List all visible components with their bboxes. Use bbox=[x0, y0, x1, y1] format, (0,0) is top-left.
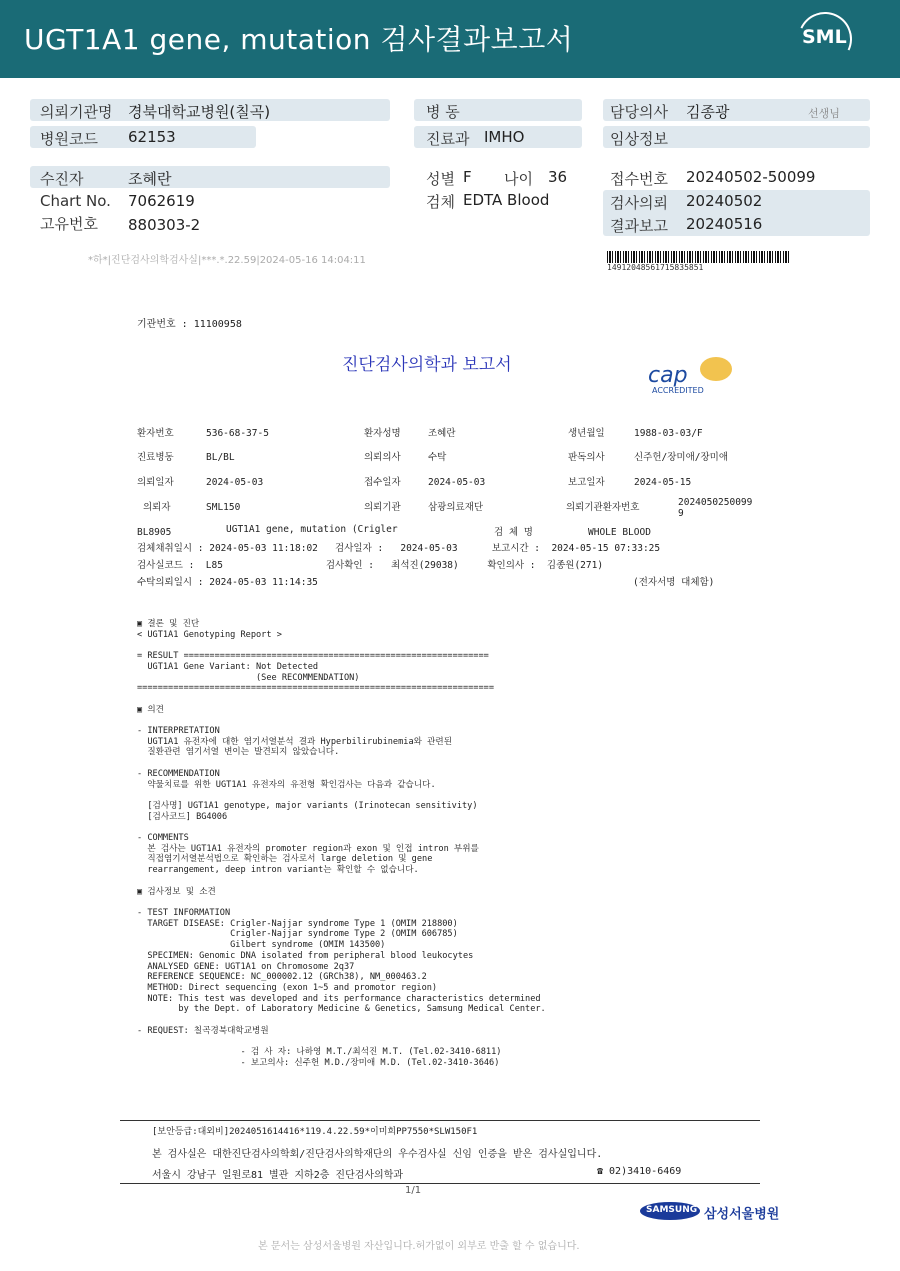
row3-l1: 의뢰일자 bbox=[137, 477, 174, 488]
receipt-label: 접수번호 bbox=[610, 170, 668, 188]
row1-v1: 536-68-37-5 bbox=[206, 428, 269, 439]
row3-v2: 2024-05-03 bbox=[428, 477, 486, 488]
access-stamp: *하*|진단검사의학검사실|***.*.22.59|2024-05-16 14:04:11 bbox=[88, 255, 366, 266]
row2-l2: 의뢰의사 bbox=[364, 452, 401, 463]
specimen-label: 검체 bbox=[426, 193, 455, 211]
meta-line-1: 검체채취일시 : 2024-05-03 11:18:02 검사일자 : 2024-05-03 보고시간 : 2024-05-15 07:33:25 bbox=[137, 543, 661, 554]
row1-l1: 환자번호 bbox=[137, 428, 174, 439]
esign-note: (전자서명 대체함) bbox=[633, 577, 715, 588]
samsung-logo bbox=[640, 1202, 700, 1220]
phone-line: ☎ 02)3410-6469 bbox=[597, 1166, 682, 1177]
row3-v1: 2024-05-03 bbox=[206, 477, 264, 488]
sex-label: 성별 bbox=[426, 170, 455, 188]
cap-subtext: ACCREDITED bbox=[652, 386, 704, 395]
cap-accredited-logo bbox=[648, 357, 740, 395]
logo-text: SML bbox=[802, 26, 847, 48]
patient-label: 수진자 bbox=[40, 170, 84, 188]
hospital-code-value: 62153 bbox=[128, 128, 176, 146]
age-value: 36 bbox=[548, 168, 568, 186]
page-number: 1/1 bbox=[405, 1185, 422, 1196]
row1-v3: 1988-03-03/F bbox=[634, 428, 703, 439]
row4-v1: SML150 bbox=[206, 502, 241, 513]
ward-label: 병 동 bbox=[426, 103, 460, 121]
row4-l2: 의뢰기관 bbox=[364, 502, 401, 513]
footer-bottom-rule bbox=[120, 1183, 760, 1184]
doctor-label: 담당의사 bbox=[610, 103, 668, 121]
security-line: [보안등급:대외비]2024051614416*119.4.22.59*이미희PP7550*SLW150F1 bbox=[152, 1127, 478, 1137]
test-code: BL8905 bbox=[137, 527, 172, 538]
id-value: 880303-2 bbox=[128, 216, 201, 234]
row2-l3: 판독의사 bbox=[568, 452, 605, 463]
row4-v2: 삼광의료재단 bbox=[428, 502, 484, 513]
institution-number: 기관번호 : 11100958 bbox=[137, 319, 242, 330]
meta-line-2: 검사실코드 : L85 검사확인 : 최석진(29038) 확인의사 : 김종원(271) bbox=[137, 560, 604, 571]
receipt-value: 20240502-50099 bbox=[686, 168, 816, 186]
request-value: 20240502 bbox=[686, 192, 763, 210]
row2-l1: 진료병동 bbox=[137, 452, 174, 463]
row2-v1: BL/BL bbox=[206, 452, 235, 463]
lab-report-title: 진단검사의학과 보고서 bbox=[342, 355, 512, 375]
row4-l1: 의뢰자 bbox=[143, 502, 171, 513]
hospital-name: 삼성서울병원 bbox=[704, 1207, 780, 1222]
row3-l2: 접수일자 bbox=[364, 477, 401, 488]
row2-v2: 수탁 bbox=[428, 452, 447, 463]
report-title: UGT1A1 gene, mutation 검사결과보고서 bbox=[24, 23, 574, 56]
clinical-label: 임상정보 bbox=[610, 130, 668, 148]
org-value: 경북대학교병원(칠곡) bbox=[128, 103, 271, 121]
id-label: 고유번호 bbox=[40, 215, 98, 233]
address-line: 서울시 강남구 일원로81 별관 지하2층 진단검사의학과 bbox=[152, 1170, 404, 1181]
cap-mark-icon bbox=[700, 357, 732, 381]
row1-l3: 생년월일 bbox=[568, 428, 605, 439]
report-header bbox=[0, 0, 900, 78]
barcode-icon bbox=[607, 251, 790, 263]
cap-text: cap bbox=[648, 363, 688, 388]
doctor-suffix: 선생님 bbox=[808, 107, 840, 120]
report-body: ▣ 결론 및 진단 < UGT1A1 Genotyping Report > = RESULT =========================================================== UGT1A1 Gene Variant: Not Detected (See RECOMMENDATION) ===================================================================== ▣ 의견 - INTERPRETATION UGT1A1 유전자에 대한 염기서열분석 결과 Hyperbilirubinemia와 관련된 질환관련 염기서열 변이는 발견되지 않았습니다. - RECOMMENDATION 약물치료를 위한 UGT1A1 유전자의 유전형 확인검사는 다음과 같습니다. [검사명] UGT1A1 genotype, major variants (Irinotecan sensitivity) [검사코드] BG4006 - COMMENTS 본 검사는 UGT1A1 유전자의 promoter region과 exon 및 인접 intron 부위를 직접염기서열분석법으로 확인하는 검사로서 large deletion 및 gene rearrangement, deep intron variant는 확인할 수 없습니다. ▣ 검사정보 및 소견 - TEST INFORMATION TARGET DISEASE: Crigler-Najjar syndrome Type 1 (OMIM 218800) Crigler-Najjar syndrome Type 2 (OMIM 606785) Gilbert syndrome (OMIM 143500) SPECIMEN: Genomic DNA isolated from peripheral blood leukocytes ANALYSED GENE: UGT1A1 on Chromosome 2q37 REFERENCE SEQUENCE: NC_000002.12 (GRCh38), NM_000463.2 METHOD: Direct sequencing (exon 1~5 and promotor region) NOTE: This test was developed and its performance characteristics determined by the Dept. of Laboratory Medicine & Genetics, Samsung Medical Center. - REQUEST: 칠곡경북대학교병원 - 검 사 자: 나하영 M.T./최석진 M.T. (Tel.02-3410-6811) - 보고의사: 신주헌 M.D./장미애 M.D. (Tel.02-3410-3646) bbox=[137, 619, 546, 1068]
row1-v2: 조혜란 bbox=[428, 428, 456, 439]
sml-logo bbox=[798, 12, 852, 66]
row1-l2: 환자성명 bbox=[364, 428, 401, 439]
patient-value: 조혜란 bbox=[128, 170, 172, 188]
samsung-text: SAMSUNG bbox=[646, 1205, 698, 1215]
specimen-value: EDTA Blood bbox=[463, 191, 550, 209]
specimen-name-value: WHOLE BLOOD bbox=[588, 527, 651, 538]
row4-l3: 의뢰기관환자번호 bbox=[566, 502, 640, 513]
patient-row-bg bbox=[30, 166, 390, 188]
specimen-name-label: 검 체 명 bbox=[494, 527, 533, 538]
org-label: 의뢰기관명 bbox=[40, 103, 113, 121]
row2-v3: 신주헌/장미애/장미애 bbox=[634, 452, 729, 463]
row4-v3: 20240502500999 bbox=[678, 497, 753, 519]
chart-value: 7062619 bbox=[128, 192, 195, 210]
footer-top-rule bbox=[120, 1120, 760, 1121]
accreditation-line: 본 검사실은 대한진단검사의학회/진단검사의학재단의 우수검사실 신임 인증을 받은 검사실입니다. bbox=[152, 1149, 603, 1160]
request-label: 검사의뢰 bbox=[610, 194, 668, 212]
row3-v3: 2024-05-15 bbox=[634, 477, 692, 488]
test-name: UGT1A1 gene, mutation (Crigler bbox=[226, 524, 398, 535]
dept-label: 진료과 bbox=[426, 130, 470, 148]
barcode-number: 14912048561715835851 bbox=[607, 263, 704, 272]
doctor-value: 김종광 bbox=[686, 103, 730, 121]
age-label: 나이 bbox=[504, 170, 533, 188]
meta-line-3: 수탁의뢰일시 : 2024-05-03 11:14:35 bbox=[137, 577, 318, 588]
report-value: 20240516 bbox=[686, 215, 763, 233]
disclaimer: 본 문서는 삼성서울병원 자산입니다.허가없이 외부로 반출 할 수 없습니다. bbox=[258, 1241, 580, 1252]
chart-label: Chart No. bbox=[40, 192, 111, 210]
sex-value: F bbox=[463, 168, 472, 186]
report-label: 결과보고 bbox=[610, 217, 668, 235]
hospital-code-label: 병원코드 bbox=[40, 130, 98, 148]
dept-value: IMHO bbox=[484, 128, 525, 146]
row3-l3: 보고일자 bbox=[568, 477, 605, 488]
